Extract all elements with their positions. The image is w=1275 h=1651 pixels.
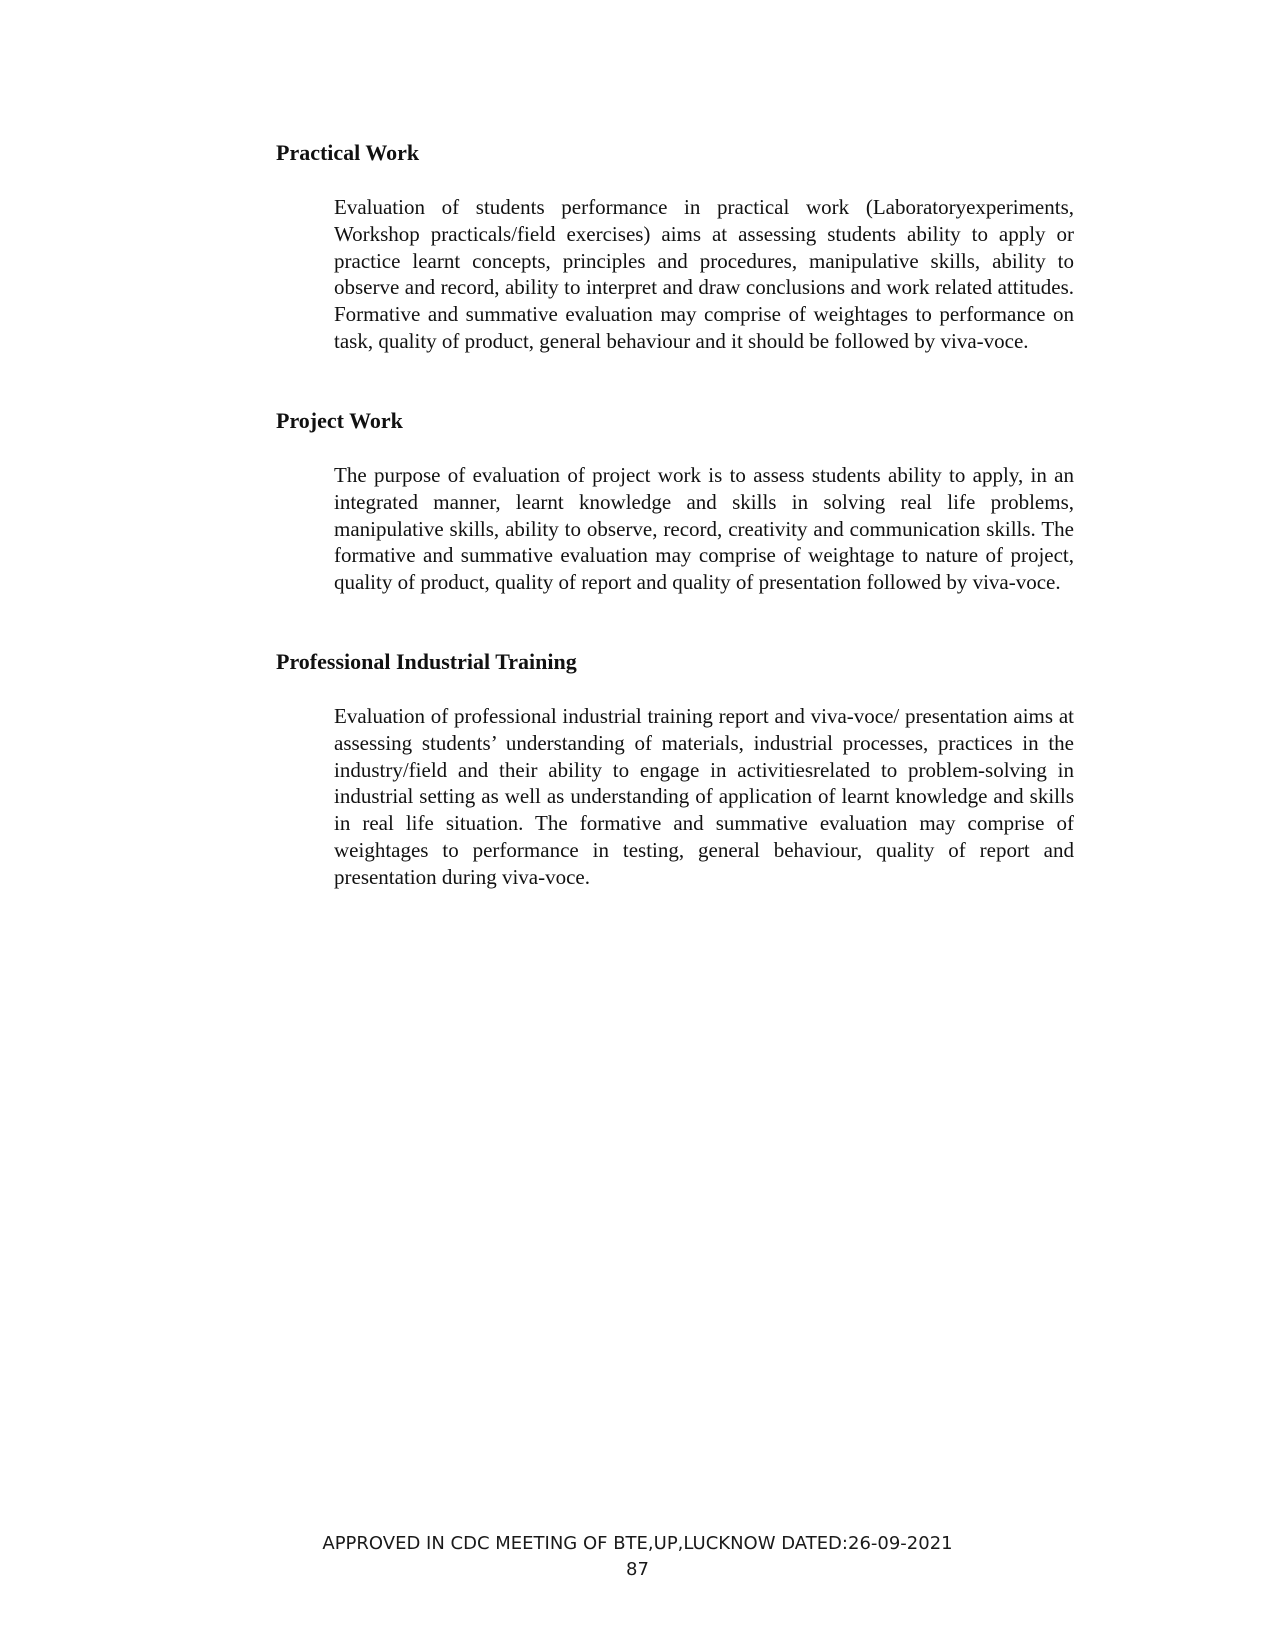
section-heading-practical-work: Practical Work	[276, 140, 420, 165]
section-body-professional-industrial-training: Evaluation of professional industrial training report and viva-voce/ presentation aims at assessing students’ understanding of materials, industrial processes, practices in the industry/field and their ability to engage in activitiesrelated to problem-solving in industrial setting as well as understanding of application of learnt knowledge and skills in real life situation. The formative and summative evaluation may comprise of weightages to performance in testing, general behaviour, quality of report and presentation during viva-voce.	[334, 704, 1074, 889]
footer-approval-note: APPROVED IN CDC MEETING OF BTE,UP,LUCKNOW DATED:26-09-2021	[322, 1533, 953, 1554]
section-body-project-work: The purpose of evaluation of project work is to assess students ability to apply, in an integrated manner, learnt knowledge and skills in solving real life problems, manipulative skills, ability to observe, record, creativity and communication skills. The formative and summative evaluation may comprise of weightage to nature of project, quality of product, quality of report and quality of presentation followed by viva-voce.	[334, 463, 1074, 595]
page-number: 87	[626, 1559, 649, 1580]
section-heading-project-work: Project Work	[276, 408, 403, 433]
section-body-practical-work: Evaluation of students performance in practical work (Laboratoryexperiments, Workshop practicals/field exercises) aims at assessing students ability to apply or practice learnt concepts, principles and procedures, manipulative skills, ability to observe and record, ability to interpret and draw conclusions and work related attitudes. Formative and summative evaluation may comprise of weightages to performance on task, quality of product, general behaviour and it should be followed by viva-voce.	[334, 195, 1074, 353]
section-heading-professional-industrial-training: Professional Industrial Training	[276, 649, 577, 674]
